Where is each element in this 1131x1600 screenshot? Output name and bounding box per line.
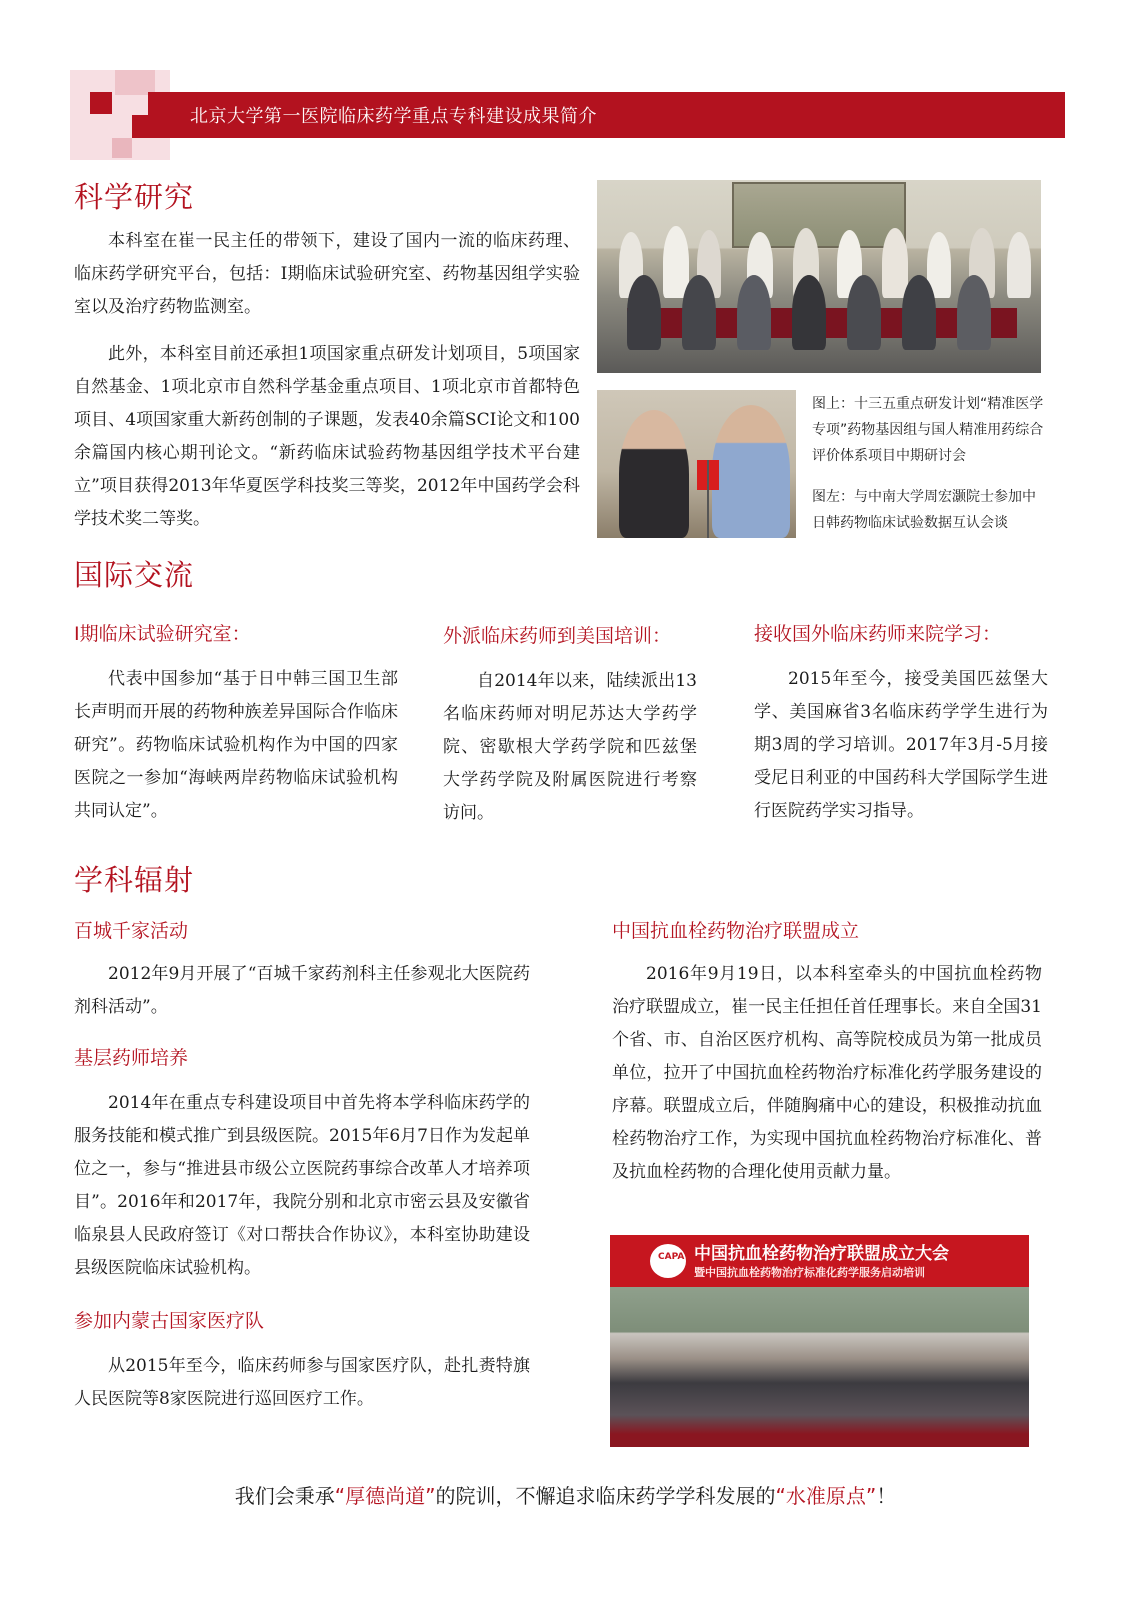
alliance-text: 2016年9月19日，以本科室牵头的中国抗血栓药物治疗联盟成立，崔一民主任担任首任理事长。来自全国31个省、市、自治区医疗机构、高等院校成员为第一批成员单位，拉开了中国抗血栓药物治疗标准化药学服务建设的序幕。联盟成立后，伴随胸痛中心的建设，积极推动抗血栓药物治疗工作，为实现中国抗血栓药物治疗标准化、普及抗血栓药物的合理化使用贡献力量。 <box>612 964 1042 1182</box>
capa-logo-text: CAPA <box>658 1252 685 1262</box>
subsection-heading: 百城千家活动 <box>74 920 189 942</box>
subsection-text: 2012年9月开展了“百城千家药剂科主任参观北大医院药剂科活动”。 <box>74 964 530 1017</box>
caption-top-photo: 图上：十三五重点研发计划“精准医学专项”药物基因组与国人精准用药综合评价体系项目中期研讨会 <box>812 396 1044 464</box>
column-text: 代表中国参加“基于日中韩三国卫生部长声明而开展的药物种族差异国际合作临床研究”。药物临床试验机构作为中国的四家医院之一参加“海峡两岸药物临床试验机构共同认定”。 <box>74 669 398 821</box>
conference-banner-subtitle: 暨中国抗血栓药物治疗标准化药学服务启动培训 <box>694 1266 925 1279</box>
footer-text-part2: 的院训，不懈追求临床药学学科发展的 <box>435 1484 776 1508</box>
section-title-outreach: 学科辐射 <box>74 863 195 897</box>
person-figure <box>712 405 790 538</box>
conference-crowd <box>610 1287 1029 1447</box>
column-text: 2015年至今，接受美国匹兹堡大学、美国麻省3名临床药学学生进行为期3周的学习培训。2017年3月-5月接受尼日利亚的中国药科大学国际学生进行医院药学实习指导。 <box>754 669 1048 821</box>
column-heading: 接收国外临床药师来院学习： <box>754 623 1002 645</box>
subsection-heading: 基层药师培养 <box>74 1047 189 1069</box>
flag-pole <box>707 460 709 538</box>
banner-decor-square <box>112 138 132 158</box>
subsection-heading: 参加内蒙古国家医疗队 <box>74 1310 265 1332</box>
person-figure <box>619 410 689 538</box>
footer-text-part3: ！ <box>876 1484 897 1508</box>
research-paragraph-2: 此外，本科室目前还承担1项国家重点研发计划项目，5项国家自然基金、1项北京市自然科学基金重点项目、1项北京市首都特色项目、4项国家重大新药创制的子课题，发表40余篇SCI论文和100余篇国内核心期刊论文。“新药临床试验药物基因组学技术平台建立”项目获得2013年华夏医学科技奖三等奖，2012年中国药学会科学技术奖二等奖。 <box>74 344 580 529</box>
section-title-research: 科学研究 <box>74 180 195 214</box>
person-figure <box>682 275 716 350</box>
footer-slogan <box>0 1480 1131 1509</box>
person-figure <box>902 275 936 350</box>
person-figure <box>1007 232 1031 298</box>
conference-banner-title: 中国抗血栓药物治疗联盟成立大会 <box>694 1244 949 1264</box>
caption-left-photo: 图左：与中南大学周宏灏院士参加中日韩药物临床试验数据互认会谈 <box>812 489 1036 531</box>
person-figure <box>737 275 771 350</box>
group-meeting-photo <box>597 180 1041 373</box>
section-title-international: 国际交流 <box>74 558 195 592</box>
footer-highlight-motto: “厚德尚道” <box>334 1484 436 1508</box>
subsection-text: 2014年在重点专科建设项目中首先将本学科临床药学的服务技能和模式推广到县级医院。2015年6月7日作为发起单位之一，参与“推进县市级公立医院药事综合改革人才培养项目”。2016年和2017年，我院分别和北京市密云县及安徽省临泉县人民政府签订《对口帮扶合作协议》，本科室协助建设县级医院临床试验机构。 <box>74 1093 530 1278</box>
meeting-talk-photo <box>597 390 796 538</box>
column-text: 自2014年以来，陆续派出13名临床药师对明尼苏达大学药学院、密歇根大学药学院和匹兹堡大学药学院及附属医院进行考察访问。 <box>443 671 697 823</box>
person-figure <box>792 275 826 350</box>
subsection-text: 从2015年至今，临床药师参与国家医疗队，赴扎赉特旗人民医院等8家医院进行巡回医疗工作。 <box>74 1356 530 1409</box>
alliance-conference-photo <box>610 1235 1029 1447</box>
column-heading: I期临床试验研究室： <box>74 623 251 645</box>
person-figure <box>627 275 661 350</box>
column-heading: 外派临床药师到美国培训： <box>443 625 672 647</box>
alliance-heading: 中国抗血栓药物治疗联盟成立 <box>612 920 860 942</box>
research-paragraph-1: 本科室在崔一民主任的带领下，建设了国内一流的临床药理、临床药学研究平台，包括：I期临床试验研究室、药物基因组学实验室以及治疗药物监测室。 <box>74 231 580 317</box>
banner-title: 北京大学第一医院临床药学重点专科建设成果简介 <box>190 106 597 127</box>
person-figure <box>957 275 991 350</box>
footer-text-part1: 我们会秉承 <box>234 1484 335 1508</box>
banner-decor-square <box>90 92 112 114</box>
footer-highlight-benchmark: “水准原点” <box>775 1484 877 1508</box>
person-figure <box>847 275 881 350</box>
person-figure <box>882 228 908 298</box>
